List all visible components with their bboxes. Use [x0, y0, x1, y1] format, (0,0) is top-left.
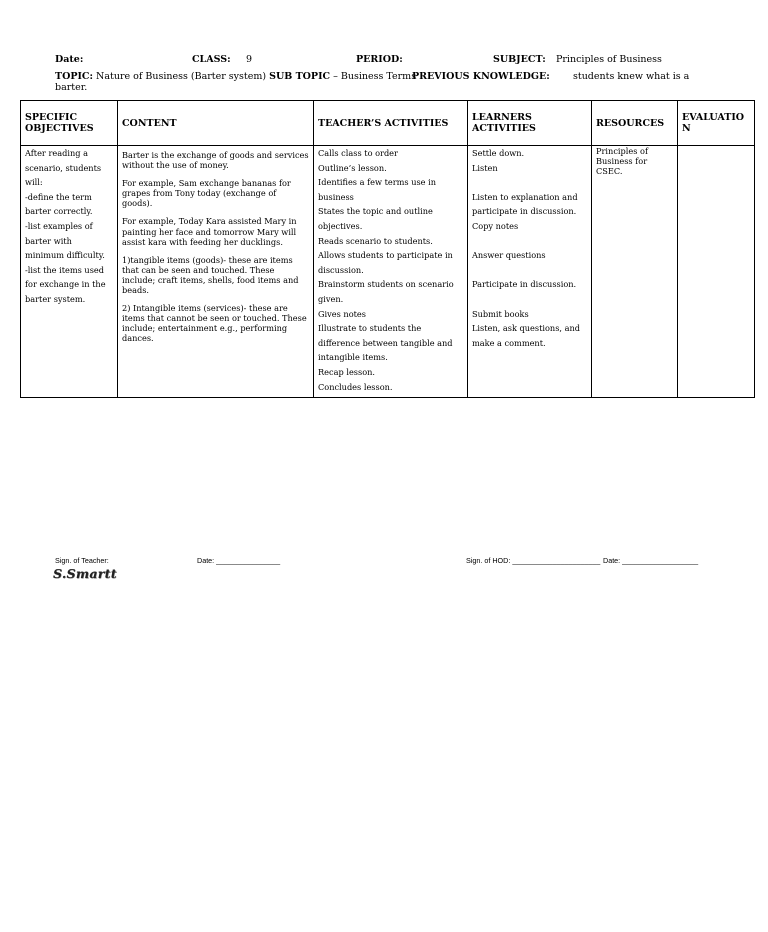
lesson-plan-table: [20, 100, 755, 398]
topic-value: Nature of Business (Barter system): [96, 71, 267, 82]
content-paragraph: 1)tangible items (goods)- these are items that can be seen and touched. These include; craft items, shells, food items and beads.: [122, 254, 299, 296]
teacher-signature-label: Sign. of Teacher:: [55, 556, 109, 565]
subtopic-value: – Business Terms: [333, 71, 417, 82]
table-header-row: [21, 101, 755, 146]
objective-line: minimum difficulty.: [25, 250, 105, 261]
teacher-activity: Concludes lesson.: [318, 381, 393, 392]
teacher-activity: given.: [318, 293, 344, 304]
teacher-activity: Identifies a few terms use in: [318, 177, 437, 188]
learner-activity: Listen to explanation and: [472, 191, 578, 202]
objective-line: -list examples of: [25, 220, 93, 231]
teacher-activity: discussion.: [318, 264, 364, 275]
subtopic-label: SUB TOPIC: [269, 71, 331, 82]
objective-line: will:: [25, 177, 43, 188]
resources-cell: [592, 146, 678, 398]
topic-label: TOPIC:: [55, 71, 93, 82]
previous-knowledge-value: students knew what is a: [573, 71, 690, 82]
learner-activity: Copy notes: [472, 220, 519, 231]
teacher-signature: S.Smartt: [53, 566, 117, 581]
topic-line: [55, 71, 416, 83]
hod-signature-label: Sign. of HOD: ______________________: [466, 556, 601, 565]
teacher-activity: Illustrate to students the: [318, 323, 422, 334]
teacher-activity: intangible items.: [318, 352, 388, 363]
learner-activity: Answer questions: [472, 250, 546, 261]
evaluation-cell: [678, 146, 755, 398]
period-label: PERIOD:: [356, 54, 403, 65]
learner-activity: Listen: [472, 162, 498, 173]
objective-line: barter correctly.: [25, 206, 93, 217]
objective-line: barter system.: [25, 293, 86, 304]
class-value: 9: [246, 54, 253, 65]
resources-text: Principles of Business for CSEC.: [596, 146, 648, 177]
learner-activity: Listen, ask questions, and: [472, 323, 580, 334]
learner-activity: [472, 175, 587, 190]
teacher-date-label: Date: ________________: [197, 556, 281, 565]
learner-activity: [472, 263, 587, 278]
objective-line: for exchange in the: [25, 279, 106, 290]
class-label: CLASS:: [192, 54, 231, 65]
table-body-row: [21, 146, 755, 398]
subject-label: SUBJECT:: [493, 54, 546, 65]
objective-line: scenario, students: [25, 162, 102, 173]
objective-line: After reading a: [25, 148, 88, 158]
teacher-activity: Brainstorm students on scenario: [318, 279, 454, 290]
teacher-activities-cell: [314, 146, 468, 398]
objective-line: barter with: [25, 235, 72, 246]
objectives-cell: [21, 146, 118, 398]
learner-activity: [472, 234, 587, 249]
header-specific-objectives: SPECIFIC OBJECTIVES: [21, 101, 118, 146]
header-teacher-activities: TEACHER’S ACTIVITIES: [314, 101, 468, 146]
learner-activity: make a comment.: [472, 337, 546, 348]
teacher-activity: Calls class to order: [318, 148, 398, 158]
objective-line: -list the items used: [25, 264, 104, 275]
subject-value: Principles of Business: [556, 54, 662, 65]
teacher-activity: business: [318, 191, 354, 202]
teacher-activity: Recap lesson.: [318, 366, 375, 377]
content-cell: [118, 146, 314, 398]
content-paragraph: For example, Today Kara assisted Mary in painting her face and tomorrow Mary will assist kara with feeding her ducklings.: [122, 216, 297, 247]
teacher-activity: States the topic and outline: [318, 206, 433, 217]
learner-activity: participate in discussion.: [472, 206, 577, 217]
teacher-activity: Outline’s lesson.: [318, 162, 387, 173]
learner-activity: Settle down.: [472, 148, 525, 158]
learner-activity: [472, 292, 587, 307]
date-label: Date:: [55, 54, 84, 65]
learners-activities-cell: [468, 146, 592, 398]
hod-date-label: Date: ___________________: [603, 556, 699, 565]
learner-activity: Submit books: [472, 308, 529, 319]
header-content: CONTENT: [118, 101, 314, 146]
teacher-activity: Gives notes: [318, 308, 366, 319]
objective-line: -define the term: [25, 191, 92, 202]
previous-knowledge-continuation: barter.: [55, 82, 88, 93]
previous-knowledge-label: PREVIOUS KNOWLEDGE:: [412, 71, 550, 82]
header-learners-activities: LEARNERS ACTIVITIES: [468, 101, 592, 146]
content-paragraph: Barter is the exchange of goods and services without the use of money.: [122, 150, 309, 171]
teacher-activity: Reads scenario to students.: [318, 235, 433, 246]
header-evaluation: EVALUATIO N: [678, 101, 755, 146]
content-paragraph: 2) Intangible items (services)- these are items that cannot be seen or touched. These include; entertainment e.g., performing dances.: [122, 303, 307, 344]
learner-activity: Participate in discussion.: [472, 279, 577, 290]
teacher-activity: difference between tangible and: [318, 337, 453, 348]
content-paragraph: For example, Sam exchange bananas for grapes from Tony today (exchange of goods).: [122, 178, 291, 209]
header-resources: RESOURCES: [592, 101, 678, 146]
teacher-activity: Allows students to participate in: [318, 250, 453, 261]
teacher-activity: objectives.: [318, 220, 363, 231]
